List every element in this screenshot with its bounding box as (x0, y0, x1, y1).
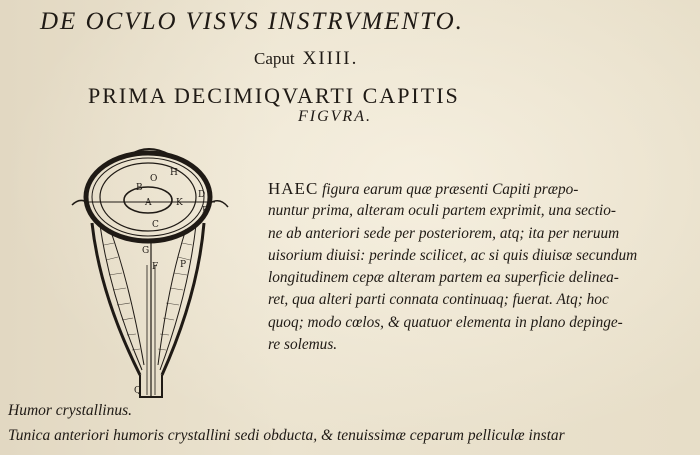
letter-q: Q (134, 386, 142, 396)
paragraph-line: nuntur prima, alteram oculi partem exprimit, una sectio- (268, 202, 616, 220)
letter-f: F (152, 262, 159, 272)
paragraph-line: HAEC figura earum quæ præsenti Capiti præpo- (268, 179, 579, 198)
chapter-title: DE OCVLO VISVS INSTRVMENTO. (40, 8, 464, 35)
paragraph-line: longitudinem cepæ alteram partem ea superficie delinea- (268, 269, 619, 287)
letter-a: A (145, 198, 152, 208)
caput-number: XIIII. (302, 48, 359, 69)
paragraph-line: re solemus. (268, 336, 338, 354)
label-crystalline-humor: Humor crystallinus. (8, 402, 132, 419)
letter-k: K (176, 198, 183, 208)
letter-h: H (170, 168, 178, 178)
label-anterior-tunic: Tunica anteriori humoris crystallini sedi obducta, & tenuissimæ ceparum pelliculæ instar (8, 427, 565, 444)
caput-label: Caput (254, 49, 295, 68)
body-paragraph (268, 178, 678, 356)
paragraph-line: ret, qua alteri parti connata continuaq; fuerat. Atq; hoc (268, 291, 609, 309)
letter-o: O (150, 174, 158, 184)
letter-e: E (202, 206, 209, 216)
paragraph-lead: HAEC (268, 179, 319, 198)
paragraph-line: uisorium diuisi: perinde scilicet, ac si quis diuisæ secundum (268, 246, 638, 264)
paragraph-line: quoq; modo cœlos, & quatuor elementa in plano depinge- (268, 313, 623, 331)
letter-p: P (180, 260, 187, 270)
letter-c: C (152, 220, 159, 230)
chapter-number (254, 48, 474, 70)
letter-d: D (198, 190, 206, 200)
paragraph-line: ne ab anteriori sede per posteriorem, atq; ita per neruum (268, 224, 620, 242)
letter-g: G (142, 246, 150, 256)
letter-b: B (136, 183, 143, 193)
figure-subheading: FIGVRA. (298, 108, 372, 125)
inner-tunic (100, 163, 196, 231)
outer-tunic (86, 153, 210, 241)
figure-heading: PRIMA DECIMIQVARTI CAPITIS (88, 83, 460, 108)
eye-diagram (70, 145, 230, 405)
